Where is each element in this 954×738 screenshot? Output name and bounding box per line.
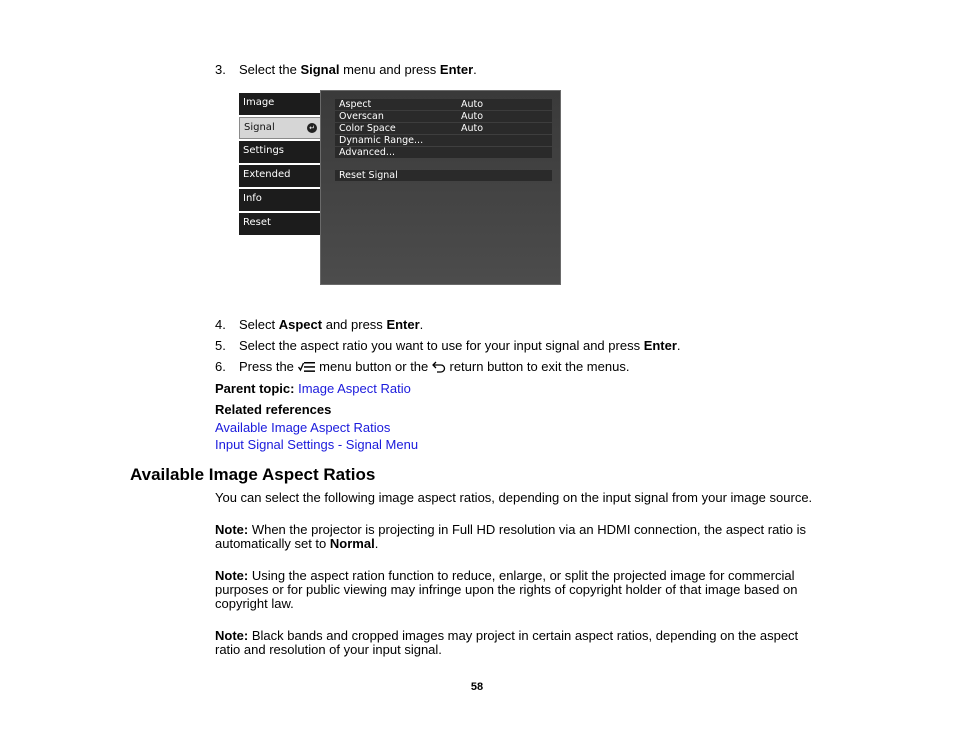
note-text: Using the aspect ration function to reduce, enlarge, or split the projected image for commercial <box>248 568 795 583</box>
step-text: Select the <box>239 62 301 77</box>
step-text: menu and press <box>339 62 440 77</box>
osd-row-color-space: Color Space Auto <box>335 123 552 134</box>
step-number: 5. <box>215 338 226 353</box>
osd-menu-item-reset: Reset <box>239 213 321 235</box>
osd-row-aspect: Aspect Auto <box>335 99 552 110</box>
osd-row-dynamic-range: Dynamic Range... <box>335 135 552 146</box>
note-3 <box>215 628 798 658</box>
note-label: Note: <box>215 628 249 643</box>
step-text: . <box>473 62 477 77</box>
parent-topic <box>215 381 411 397</box>
step-text: return button to exit the menus. <box>445 359 630 374</box>
osd-row-reset-signal: Reset Signal <box>335 170 552 181</box>
step-text: menu button or the <box>315 359 432 374</box>
section-intro: You can select the following image aspect ratios, depending on the input signal from your image source. <box>215 490 813 505</box>
enter-term: Enter <box>386 317 420 332</box>
step-number: 6. <box>215 359 226 374</box>
note-text: ratio and resolution of your input signal. <box>215 642 442 657</box>
osd-signal-panel <box>320 90 561 285</box>
note-text: . <box>374 536 379 551</box>
step-3 <box>215 62 477 78</box>
page-number: 58 <box>470 681 484 693</box>
note-label: Note: <box>215 568 249 583</box>
note-1 <box>215 522 806 552</box>
parent-topic-link[interactable]: Image Aspect Ratio <box>298 381 411 396</box>
step-text: Select the aspect ratio you want to use for your input signal and press <box>239 338 644 353</box>
osd-menu-item-settings: Settings <box>239 141 321 163</box>
osd-menu-item-info: Info <box>239 189 321 211</box>
aspect-term: Aspect <box>278 317 323 332</box>
menu-icon <box>298 361 316 377</box>
step-text: . <box>676 338 681 353</box>
step-6 <box>215 359 630 375</box>
step-5 <box>215 338 681 354</box>
note-text: copyright law. <box>215 596 294 611</box>
osd-menu-item-signal: Signal ↵ <box>239 117 321 139</box>
note-text: purposes or for public viewing may infringe upon the rights of copyright holder of that image based on <box>215 582 798 597</box>
note-text: Black bands and cropped images may project in certain aspect ratios, depending on the aspect <box>248 628 799 643</box>
section-title: Available Image Aspect Ratios <box>130 465 376 484</box>
osd-row-overscan: Overscan Auto <box>335 111 552 122</box>
related-link-signal-menu[interactable]: Input Signal Settings - Signal Menu <box>215 437 419 452</box>
osd-row-advanced: Advanced... <box>335 147 552 158</box>
return-icon <box>432 361 446 377</box>
note-text: automatically set to <box>215 536 330 551</box>
enter-term: Enter <box>643 338 677 353</box>
related-references-heading: Related references <box>215 402 332 417</box>
step-number: 3. <box>215 62 226 77</box>
note-label: Note: <box>215 522 249 537</box>
step-text: . <box>419 317 424 332</box>
step-number: 4. <box>215 317 226 332</box>
note-2 <box>215 568 797 612</box>
parent-topic-label: Parent topic: <box>215 381 295 396</box>
osd-menu-item-image: Image <box>239 93 321 115</box>
step-text: and press <box>322 317 387 332</box>
osd-menu-item-extended: Extended <box>239 165 321 187</box>
related-link-available-aspect-ratios[interactable]: Available Image Aspect Ratios <box>215 420 391 435</box>
normal-term: Normal <box>329 536 375 551</box>
step-text: Select <box>239 317 279 332</box>
step-4 <box>215 317 424 333</box>
signal-term: Signal <box>300 62 340 77</box>
step-text: Press the <box>239 359 298 374</box>
note-text: When the projector is projecting in Full HD resolution via an HDMI connection, the aspect ratio is <box>248 522 807 537</box>
enter-icon: ↵ <box>307 123 317 133</box>
enter-term: Enter <box>439 62 474 77</box>
